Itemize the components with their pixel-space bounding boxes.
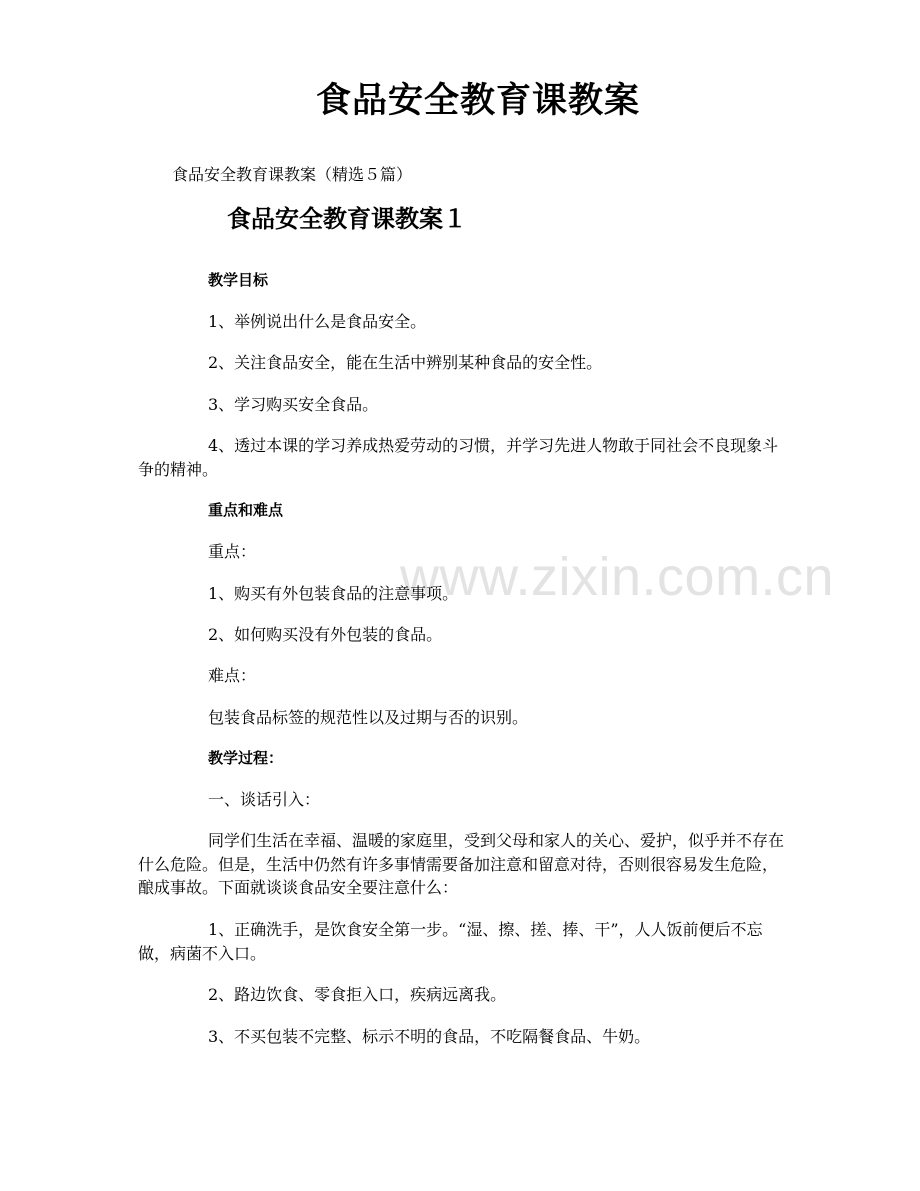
key-point-item-2: 2、如何购买没有外包装的食品。 [208,625,443,644]
safety-tip-2: 2、路边饮食、零食拒入口，疾病远离我。 [208,985,507,1004]
heading-teaching-goals: 教学目标 [208,271,269,289]
section-heading: 食品安全教育课教案１ [227,204,467,233]
difficulty-label: 难点： [208,666,257,685]
goal-item-3: 3、学习购买安全食品。 [208,395,379,414]
difficulty-text: 包装食品标签的规范性以及过期与否的识别。 [208,708,529,727]
process-step-1-heading: 一、谈话引入： [208,790,321,809]
key-point-label: 重点： [208,542,257,561]
heading-key-points: 重点和难点 [208,501,284,519]
goal-item-2: 2、关注食品安全，能在生活中辨别某种食品的安全性。 [208,353,603,372]
document-title: 食品安全教育课教案 [315,80,640,121]
safety-tip-3: 3、不买包装不完整、标示不明的食品，不吃隔餐食品、牛奶。 [208,1027,651,1046]
key-point-item-1: 1、购买有外包装食品的注意事项。 [208,584,459,603]
document-subtitle: 食品安全教育课教案（精选５篇） [172,165,413,184]
safety-tip-1: 1、正确洗手，是饮食安全第一步。“湿、擦、搓、捧、干”，人人饭前便后不忘做，病菌不入口。 [138,920,763,963]
heading-teaching-process: 教学过程： [208,749,284,767]
goal-item-1: 1、举例说出什么是食品安全。 [208,312,427,331]
intro-paragraph: 同学们生活在幸福、温暖的家庭里，受到父母和家人的关心、爱护，似乎并不存在什么危险。但是，生活中仍然有许多事情需要备加注意和留意对待，否则很容易发生危险，酿成事故。下面就谈谈食品安全要注意什么： [138,831,785,897]
goal-item-4: 4、透过本课的学习养成热爱劳动的习惯，并学习先进人物敢于同社会不良现象斗争的精神。 [138,436,779,479]
watermark: www.zixin.com.cn [400,547,835,607]
